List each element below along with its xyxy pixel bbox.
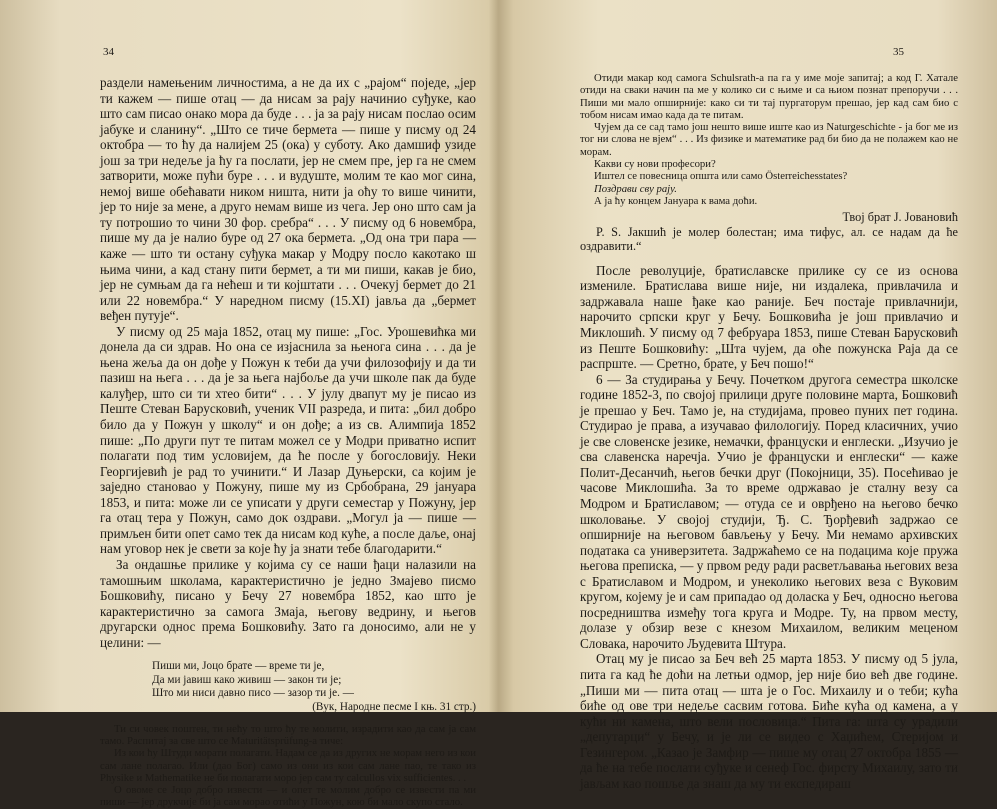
poem-line: Да ми јавиш како живиш — закон ти је;: [152, 673, 342, 686]
left-page-text: [100, 75, 476, 809]
letter-paragraph: Какви су нови професори?: [594, 158, 716, 171]
letter-signature: Твој брат Ј. Јовановић: [842, 210, 958, 225]
poem-quote: [152, 660, 476, 714]
letter-paragraph: Ти си човек поштен, ти нећу то што ћу те молити, израдити као да сам ја сам тамо. Распитај за све што се Maturitätsprüfung-а тиче:: [100, 722, 476, 747]
right-page-text: [580, 72, 958, 791]
letter-quote: [100, 723, 476, 809]
letter-paragraph: О овоме се Јоцо добро извести — и опет те молим добро се извести па ми пиши — јер друкчије би ја сам морао отићи у Пожун, кою би мало скупо стало.: [100, 784, 476, 809]
letter-paragraph: Чујем да се сад тамо још нешто више иште као из Naturgeschichte - ја бог ме из тог ни слова не вјем“ . . . Из физике и математике рад би био да не полажем као не морам.: [580, 121, 958, 158]
letter-paragraph: Иштел се повесница општа или само Österreichesstates?: [594, 170, 848, 183]
paragraph: раздели намењеним личностима, а не да их с „рајом“ поједе, „јер ти кажем — пише отац — да нисам за рају начинио суђуке, као што сам писао онако мора да буде . . . ја за рају нисам послао осим јабуке и сланину“. „Што се тиче бермета — пише у писму од 24 октобра — то ћу да налијем 25 (ока) у суботу. Ако дамшиф узиде још за три недеље ја ћу га послати, јер не смем пре, јер га не смем затворити, може пући буре . . . и вудуште, молим те као мог сина, немој више обећавати ником ништа, нити ја оћу то више чинити, јер то није за мене, а друго немам више из чега. Јер оно што сам ја ту потрошио то чини 30 фор. сребра“ . . . У писму од 6 новембра, пише му да је налио буре од 27 ока бермета. „Од она три пара — каже — што ти остану суђука макар у Модру посло какотако ш њима чини, а кад стану пити бермет, а ти ми пиши, какав је био, јер не сумњам да га нећеш и ти којштати . . . Очекуј бермет до 21 или 22 новембра.“ У наредном писму (15.XI) јавља да „бермет веђен путује“.: [100, 75, 476, 324]
page-number-right: 35: [893, 46, 904, 58]
poem-line: Што ми ниси давно писо — зазор ти је. —: [152, 687, 354, 700]
letter-paragraph: Отиди макар код самога Schulsrath-а па га у име моје запитај; а код Г. Хатале отиди на сваки начин па ме у колико си с њиме и са њиом познат препоручи . . . Пиши ми мало опширније: како си ти тај пургаторум прешао, јер кад сам био с тобом нисам имао када да те питам.: [580, 72, 958, 121]
letter-closing: А ја ћу концем Јануара к вама доћи.: [594, 194, 758, 207]
paragraph: После револуције, братиславске прилике су се из основа измениле. Братислава више није, ни издалека, привлачила и задржавала наше ђаке као раније. Беч постаје привлачнији, нарочито српски круг у Бечу. Бошковића је још привлачио и Миклошић. У писму од 7 фебруара 1853, пише Стеван Барусковић из Пеште Бошковићу: „Шта чујем, да оће пожунска Раја да се распрште. — Сретно, брате, у Беч пошо!“: [580, 262, 958, 372]
poem-source: (Вук, Народне песме I књ. 31 стр.): [312, 701, 476, 714]
page-number-left: 34: [103, 46, 114, 58]
letter-quote-continued: [580, 72, 958, 207]
left-page: [100, 40, 476, 809]
poem-line: Пиши ми, Јоцо брате — време ти је,: [152, 660, 325, 673]
paragraph: Отац му је писао за Беч већ 25 марта 1853. У писму од 5 јула, пита га кад ће доћи на летњи одмор, јер није био већ две године. „Пиши ми — пита отац — шта је о Гос. Михаилу и о теби; кућа биће од ове три недеље сасвим готова. Биће кућа од камена, а у кући ни камена, што вели пословица.“ Пита га: шта су урадили „депутарци“ у Бечу, и је ли се видео с Хаџићем, Стеријом и Гезингером. „Казао је Замфир — пише му отац 27 октобра 1855 — да ће на тебе послати суђуке и сенеф Гос. фирсту Михаилу, зато ти јављам као пошље да знаш да му ти експедираш: [580, 651, 958, 791]
letter-greeting: Поздрави сву рају.: [594, 182, 677, 195]
letter-paragraph: Из кои ћу Штуди морати полагати. Надам се да из других не морам него из кои сам лане полагао. Или (дао Бог) само из они из кои сам лане пао, те тако из Physike и Mathematike не би полагати моро јер сам ту calcullos vix sufficientes. . .: [100, 747, 476, 784]
paragraph: 6 — За студирања у Бечу. Почетком другога семестра школске године 1852-3, по својој прилици друге половине марта, Бошковић је прешао у Беч. Тамо је, на студијама, провео пуних пет година. Студирао је права, а изучавао филологију. Поред класичних, учио је све словенске језике, немачки, француски и енглески. „Изучио је сва славенска наречја. Учио је француски и енглески“ — каже Полит-Десанчић, његов бечки друг (Покојници, 35). Посећивао је часове Миклошића. За то време одржавао је сталну везу са Модром и Братиславом; — отуда се и оврђено на његово бечко школовање. У својој студији, Ђ. С. Ђорђевић задржао се опширније на његовом бављењу у Бечу. Ми немамо архивских података са универзитета. Задржаћемо се на подацима које пружа његова преписка, — у првом реду ради расветљавања његових веза с Братиславом и Модром, и унеколико његових веза с Вуковим кругом, којему је и сам припадао од доласка у Беч, односно његова посредништва између тога круга и Модре. Ту, на првом месту, долазе у обзир везе с кнезом Михаилом, великим меценом Словака, нарочито Људевита Штура.: [580, 371, 958, 651]
right-page: [580, 40, 958, 791]
postscript: P. S. Јакшић је молер болестан; има тифус, ал. се надам да ће оздравити.“: [580, 224, 958, 254]
paragraph: За ондашње прилике у којима су се наши ђаци налазили на тамошњим школама, карактеристично је једно Змајево писмо Бошковићу, писано у Бечу 27 новембра 1852, као што је карактеристично за самога Змаја, његову ведрину, и његов другарски однос према Бошковићу. Зато га доносимо, али не у целини: —: [100, 556, 476, 650]
paragraph: У писму од 25 маја 1852, отац му пише: „Гос. Урошевићка ми донела да си здрав. Но она се изјаснила за њенога сина . . . да је њена жеља да он дође у Пожун к теби да учи филозофију и да ти пазиш на њега . . . да је за њега најбоље да учи школе пак да буде калуђер, што си ти хтео бити“ . . . У јулу двапут му је писао из Пеште Стеван Барусковић, ученик VII разреда, и пита: „бил добро било да у Пожун у школу“ и он дође; а из св. Алимпија 1852 пише: „По други пут те питам можел се у Модри приватно испит полагати под тим условијем, да ће после у богословију. Неки Георгијевић је рад то учинити.“ И Лазар Дуњерски, са којим је заједно становао у Пожуну, пише му из Србобрана, 29 јануара 1853, и пита: може ли се уписати у други семестар у Пожуну, јер га отац тера у Пожун, само док оздрави. „Могул ја — пише — примљен бити опет само тек да нисам код куће, а после даље, онај нам уговор нек је свети за које ћу ја знати тебе благодарити.“: [100, 323, 476, 557]
